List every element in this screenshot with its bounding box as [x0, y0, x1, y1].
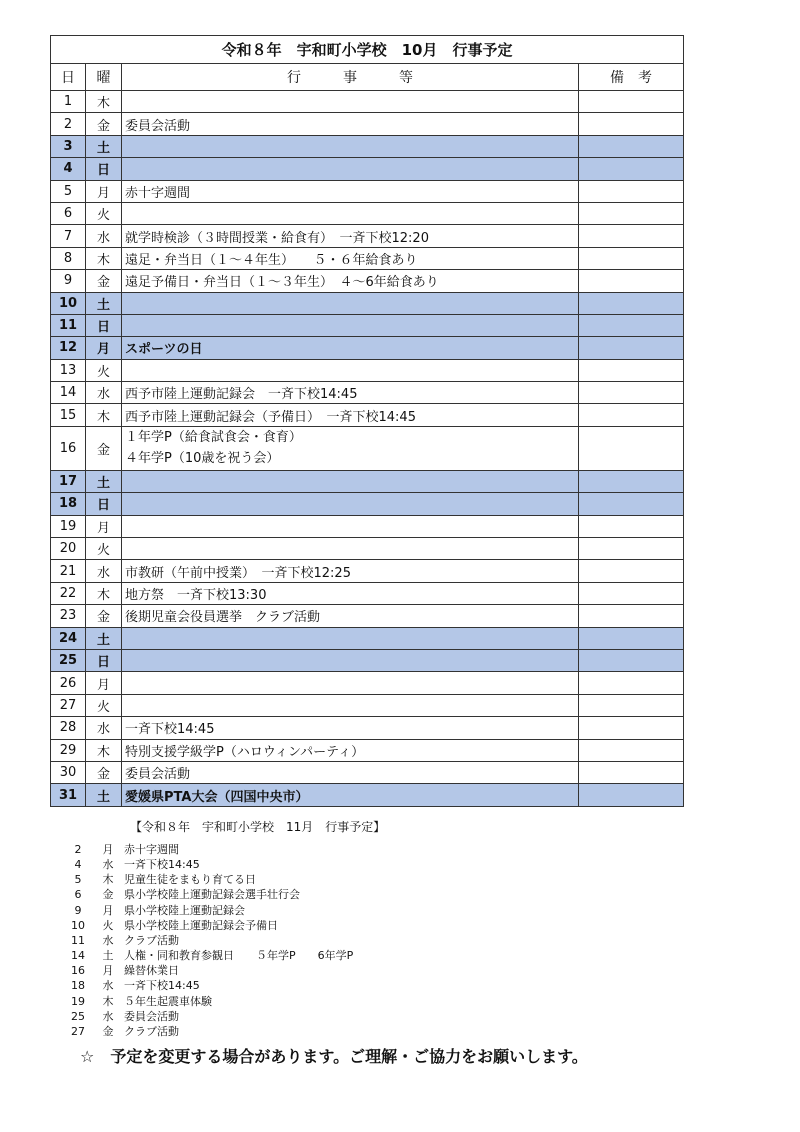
- nov-weekday: 木: [102, 994, 114, 1008]
- footer-note: ☆ 予定を変更する場合があります。ご理解・ご協力をお願いします。: [80, 1047, 588, 1066]
- header-weekday: 曜: [86, 64, 122, 91]
- notes-cell: [579, 202, 684, 224]
- notes-cell: [579, 717, 684, 739]
- nov-weekday: 水: [102, 933, 114, 947]
- nov-weekday: 水: [102, 979, 114, 993]
- table-row: [51, 135, 684, 157]
- table-row: [51, 672, 684, 694]
- notes-cell: [579, 470, 684, 492]
- day-cell: 29: [51, 739, 86, 761]
- events-cell: [122, 470, 579, 492]
- events-cell: [122, 761, 579, 783]
- day-cell: 20: [51, 538, 86, 560]
- events-cell: [122, 717, 579, 739]
- day-cell: 3: [51, 135, 86, 157]
- notes-cell: [579, 582, 684, 604]
- header-notes: 備 考: [579, 64, 684, 91]
- table-row: [51, 717, 684, 739]
- day-cell: 14: [51, 382, 86, 404]
- nov-day: 25: [71, 1009, 85, 1023]
- event-line: 就学時検診（３時間授業・給食有） 一斉下校12:20: [125, 230, 429, 246]
- nov-event: 人権・同和教育参観日 ５年学P 6年学P: [124, 949, 354, 963]
- table-row: [51, 180, 684, 202]
- weekday-cell: 火: [86, 538, 122, 560]
- nov-event: 赤十字週間: [124, 843, 179, 856]
- event-line: 市教研（午前中授業） 一斉下校12:25: [125, 565, 351, 581]
- nov-weekday: 水: [102, 858, 114, 872]
- weekday-cell: 木: [86, 582, 122, 604]
- table-row: [51, 649, 684, 671]
- nov-event: 県小学校陸上運動記録会選手壮行会: [124, 888, 300, 902]
- day-cell: 12: [51, 337, 86, 359]
- events-cell: [122, 158, 579, 180]
- notes-cell: [579, 158, 684, 180]
- list-item: [64, 857, 200, 872]
- events-cell: [122, 225, 579, 247]
- table-row: [51, 493, 684, 515]
- nov-day: 27: [71, 1024, 85, 1038]
- event-line: スポーツの日: [125, 342, 203, 358]
- nov-event: 繰替休業日: [124, 964, 179, 978]
- notes-cell: [579, 493, 684, 515]
- table-row: [51, 404, 684, 426]
- day-cell: 5: [51, 180, 86, 202]
- nov-event: 一斉下校14:45: [124, 858, 200, 872]
- weekday-cell: 木: [86, 247, 122, 269]
- list-item: [64, 933, 179, 948]
- header-events: 行 事 等: [122, 64, 579, 91]
- table-row: [51, 582, 684, 604]
- header-day: 日: [51, 64, 86, 91]
- weekday-cell: 土: [86, 470, 122, 492]
- events-cell: [122, 560, 579, 582]
- events-cell: [122, 784, 579, 806]
- nov-day: 2: [74, 843, 82, 856]
- events-cell: [122, 314, 579, 336]
- day-cell: 15: [51, 404, 86, 426]
- table-row: [51, 426, 684, 470]
- weekday-cell: 日: [86, 649, 122, 671]
- events-cell: [122, 493, 579, 515]
- table-row: [51, 225, 684, 247]
- nov-weekday: 土: [102, 949, 114, 963]
- notes-cell: [579, 382, 684, 404]
- weekday-cell: 水: [86, 382, 122, 404]
- notes-cell: [579, 113, 684, 135]
- event-line: 地方祭 一斉下校13:30: [125, 588, 267, 603]
- day-cell: 30: [51, 761, 86, 783]
- nov-weekday: 月: [102, 964, 114, 978]
- notes-cell: [579, 560, 684, 582]
- table-row: [51, 314, 684, 336]
- table-row: [51, 202, 684, 224]
- table-row: [51, 158, 684, 180]
- weekday-cell: 木: [86, 739, 122, 761]
- events-cell: [122, 627, 579, 649]
- event-line: 赤十字週間: [125, 185, 191, 201]
- list-item: [64, 872, 256, 887]
- day-cell: 24: [51, 627, 86, 649]
- list-item: [64, 842, 179, 857]
- nov-event: クラブ活動: [124, 1024, 179, 1038]
- notes-cell: [579, 270, 684, 292]
- events-cell: [122, 135, 579, 157]
- weekday-cell: 月: [86, 672, 122, 694]
- day-cell: 23: [51, 605, 86, 627]
- day-cell: 18: [51, 493, 86, 515]
- table-row: [51, 784, 684, 806]
- weekday-cell: 水: [86, 225, 122, 247]
- day-cell: 28: [51, 717, 86, 739]
- nov-weekday: 木: [102, 873, 114, 887]
- weekday-cell: 日: [86, 314, 122, 336]
- events-cell: [122, 694, 579, 716]
- table-row: [51, 91, 684, 113]
- notes-cell: [579, 627, 684, 649]
- weekday-cell: 土: [86, 784, 122, 806]
- nov-weekday: 金: [102, 888, 114, 902]
- nov-day: 10: [71, 918, 85, 932]
- nov-event: ５年生起震車体験: [124, 994, 212, 1008]
- table-row: [51, 694, 684, 716]
- notes-cell: [579, 649, 684, 671]
- nov-weekday: 火: [102, 918, 114, 932]
- list-item: [64, 918, 278, 933]
- nov-day: 19: [71, 994, 85, 1008]
- event-line: １年学P（給食試食会・食育）: [125, 430, 302, 446]
- day-cell: 21: [51, 560, 86, 582]
- november-title: 【令和８年 宇和町小学校 11月 行事予定】: [130, 820, 386, 834]
- nov-day: 18: [71, 979, 85, 993]
- notes-cell: [579, 135, 684, 157]
- nov-day: 16: [71, 964, 85, 978]
- day-cell: 16: [51, 426, 86, 470]
- list-item: [64, 994, 212, 1009]
- event-line: 愛媛県PTA大会（四国中央市）: [125, 789, 309, 805]
- notes-cell: [579, 314, 684, 336]
- events-cell: [122, 605, 579, 627]
- day-cell: 26: [51, 672, 86, 694]
- weekday-cell: 金: [86, 426, 122, 470]
- events-cell: [122, 649, 579, 671]
- weekday-cell: 火: [86, 359, 122, 381]
- list-item: [64, 978, 200, 993]
- notes-cell: [579, 538, 684, 560]
- nov-day: 6: [74, 888, 82, 902]
- weekday-cell: 火: [86, 202, 122, 224]
- nov-weekday: 月: [102, 843, 114, 856]
- notes-cell: [579, 739, 684, 761]
- nov-weekday: 金: [102, 1024, 114, 1038]
- schedule-title: 令和８年 宇和町小学校 10月 行事予定: [51, 36, 684, 64]
- nov-event: 一斉下校14:45: [124, 979, 200, 993]
- list-item: [64, 1024, 179, 1039]
- day-cell: 4: [51, 158, 86, 180]
- events-cell: [122, 113, 579, 135]
- notes-cell: [579, 515, 684, 537]
- weekday-cell: 金: [86, 605, 122, 627]
- notes-cell: [579, 337, 684, 359]
- table-row: [51, 560, 684, 582]
- table-row: [51, 538, 684, 560]
- day-cell: 1: [51, 91, 86, 113]
- day-cell: 31: [51, 784, 86, 806]
- weekday-cell: 土: [86, 135, 122, 157]
- events-cell: [122, 247, 579, 269]
- event-line: 遠足予備日・弁当日（１～３年生） ４～6年給食あり: [125, 275, 439, 291]
- notes-cell: [579, 426, 684, 470]
- weekday-cell: 日: [86, 158, 122, 180]
- notes-cell: [579, 672, 684, 694]
- day-cell: 17: [51, 470, 86, 492]
- table-row: [51, 739, 684, 761]
- table-row: [51, 247, 684, 269]
- notes-cell: [579, 404, 684, 426]
- events-cell: [122, 538, 579, 560]
- events-cell: [122, 739, 579, 761]
- events-cell: [122, 382, 579, 404]
- event-line: 遠足・弁当日（１～４年生） ５・６年給食あり: [125, 252, 418, 268]
- table-row: [51, 627, 684, 649]
- events-cell: [122, 292, 579, 314]
- event-line: 西予市陸上運動記録会 一斉下校14:45: [125, 387, 358, 403]
- events-cell: [122, 672, 579, 694]
- weekday-cell: 月: [86, 337, 122, 359]
- events-cell: [122, 582, 579, 604]
- notes-cell: [579, 784, 684, 806]
- day-cell: 9: [51, 270, 86, 292]
- weekday-cell: 火: [86, 694, 122, 716]
- day-cell: 13: [51, 359, 86, 381]
- table-row: [51, 515, 684, 537]
- list-item: [64, 963, 179, 978]
- weekday-cell: 土: [86, 627, 122, 649]
- notes-cell: [579, 292, 684, 314]
- table-row: [51, 761, 684, 783]
- event-line: 西予市陸上運動記録会（予備日） 一斉下校14:45: [125, 409, 416, 425]
- weekday-cell: 月: [86, 180, 122, 202]
- october-schedule-table: [50, 35, 684, 807]
- nov-day: 14: [71, 949, 85, 963]
- day-cell: 7: [51, 225, 86, 247]
- list-item: [64, 903, 245, 918]
- events-cell: [122, 404, 579, 426]
- nov-event: 児童生徒をまもり育てる日: [124, 873, 256, 887]
- notes-cell: [579, 359, 684, 381]
- table-row: [51, 292, 684, 314]
- nov-day: 4: [74, 858, 82, 872]
- day-cell: 2: [51, 113, 86, 135]
- event-line: 後期児童会役員選挙 クラブ活動: [125, 610, 321, 626]
- events-cell: [122, 202, 579, 224]
- notes-cell: [579, 247, 684, 269]
- day-cell: 8: [51, 247, 86, 269]
- day-cell: 19: [51, 515, 86, 537]
- nov-day: 5: [74, 873, 82, 887]
- weekday-cell: 水: [86, 560, 122, 582]
- day-cell: 25: [51, 649, 86, 671]
- weekday-cell: 水: [86, 717, 122, 739]
- list-item: [64, 1009, 179, 1024]
- table-row: [51, 470, 684, 492]
- table-row: [51, 605, 684, 627]
- weekday-cell: 土: [86, 292, 122, 314]
- weekday-cell: 木: [86, 404, 122, 426]
- notes-cell: [579, 694, 684, 716]
- event-line: ４年学P（10歳を祝う会）: [125, 451, 280, 467]
- events-cell: [122, 515, 579, 537]
- events-cell: [122, 337, 579, 359]
- day-cell: 22: [51, 582, 86, 604]
- weekday-cell: 木: [86, 91, 122, 113]
- weekday-cell: 金: [86, 270, 122, 292]
- table-row: [51, 382, 684, 404]
- nov-weekday: 水: [102, 1009, 114, 1023]
- event-line: 委員会活動: [125, 118, 191, 134]
- events-cell: [122, 426, 579, 470]
- weekday-cell: 日: [86, 493, 122, 515]
- events-cell: [122, 270, 579, 292]
- nov-event: 県小学校陸上運動記録会: [124, 903, 245, 917]
- weekday-cell: 金: [86, 113, 122, 135]
- event-line: 委員会活動: [125, 767, 191, 783]
- nov-weekday: 月: [102, 903, 114, 917]
- notes-cell: [579, 91, 684, 113]
- event-line: 特別支援学級学P（ハロウィンパーティ）: [125, 744, 365, 760]
- table-row: [51, 359, 684, 381]
- table-row: [51, 270, 684, 292]
- weekday-cell: 月: [86, 515, 122, 537]
- day-cell: 10: [51, 292, 86, 314]
- nov-event: クラブ活動: [124, 933, 179, 947]
- table-row: [51, 337, 684, 359]
- nov-day: 11: [71, 933, 85, 947]
- day-cell: 27: [51, 694, 86, 716]
- list-item: [64, 887, 300, 902]
- nov-day: 9: [74, 903, 82, 917]
- events-cell: [122, 91, 579, 113]
- notes-cell: [579, 180, 684, 202]
- events-cell: [122, 180, 579, 202]
- day-cell: 11: [51, 314, 86, 336]
- events-cell: [122, 359, 579, 381]
- event-line: 一斉下校14:45: [125, 722, 215, 738]
- notes-cell: [579, 761, 684, 783]
- table-row: [51, 113, 684, 135]
- weekday-cell: 金: [86, 761, 122, 783]
- nov-event: 委員会活動: [124, 1009, 179, 1023]
- day-cell: 6: [51, 202, 86, 224]
- list-item: [64, 948, 353, 963]
- nov-event: 県小学校陸上運動記録会予備日: [124, 918, 278, 932]
- notes-cell: [579, 225, 684, 247]
- notes-cell: [579, 605, 684, 627]
